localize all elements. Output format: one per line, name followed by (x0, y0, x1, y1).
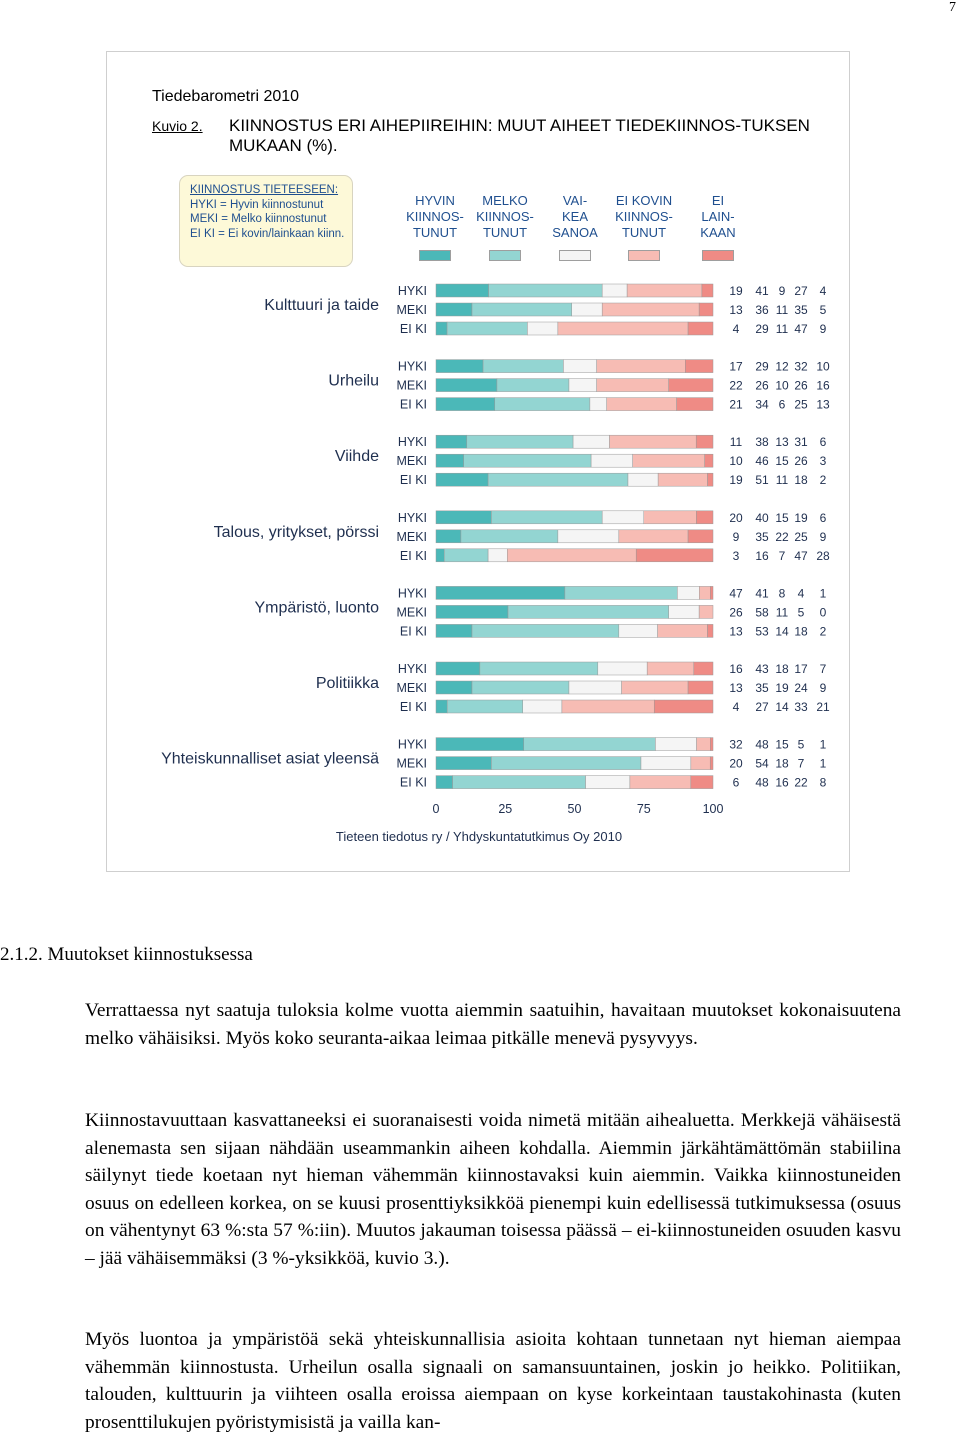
value-label: 43 (755, 662, 769, 676)
row-label: EI KI (399, 322, 427, 336)
value-label: 26 (755, 378, 769, 393)
x-tick-label: 75 (636, 802, 651, 816)
value-label: 13 (729, 681, 743, 695)
bar-segment (622, 681, 688, 694)
bar-segment (464, 454, 591, 467)
value-label: 5 (819, 303, 827, 317)
value-label: 28 (816, 548, 830, 563)
bar-segment (436, 700, 447, 713)
value-label: 8 (819, 775, 827, 790)
body-paragraph: Myös luontoa ja ympäristöä sekä yhteiskunnallisia asioita kohtaan tunnetaan nyt hieman aiempaa vähemmän kiinnostusta. Urheilun osalla signaali on samansuuntainen, joskin jo heikko. Politiikan, talouden, kulttuurin ja viihteen osalla eroissa aiempaan on kyse korkeintaan taustakohinasta (kuten prosenttilukujen pyöristymisistä ja vailla kan- (85, 1329, 901, 1433)
legend-line: MEKI = Melko kiinnostunut (190, 213, 327, 225)
value-label: 16 (775, 775, 789, 790)
bar-segment (705, 454, 713, 467)
value-label: 29 (755, 322, 769, 336)
bar-segment (508, 605, 669, 618)
value-label: 7 (778, 548, 786, 563)
bar-segment (436, 284, 489, 297)
row-label: EI KI (399, 548, 427, 563)
value-label: 33 (794, 700, 808, 714)
row-label: MEKI (396, 681, 427, 695)
value-label: 14 (775, 624, 789, 639)
value-label: 20 (729, 756, 743, 771)
category-header-line: HYVIN (415, 193, 455, 208)
value-label: 1 (819, 586, 827, 601)
value-label: 17 (729, 359, 743, 374)
bar-segment (688, 681, 713, 694)
section-heading: 2.1.2. Muutokset kiinnostuksessa (0, 944, 253, 965)
bar-segment (602, 284, 627, 297)
group-label: Politiikka (315, 675, 379, 692)
bar-segment (590, 398, 607, 411)
bar-segment (569, 681, 622, 694)
value-label: 11 (775, 322, 789, 336)
row-label: MEKI (396, 303, 427, 317)
bar-segment (488, 549, 507, 562)
value-label: 6 (819, 435, 827, 450)
bar-segment (491, 511, 602, 524)
bar-segment (586, 776, 630, 789)
value-label: 4 (819, 284, 827, 298)
value-label: 47 (794, 322, 808, 336)
x-tick-label: 25 (498, 802, 513, 816)
bar-segment (483, 360, 563, 373)
figure-title: KIINNOSTUS ERI AIHEPIIREIHIN: MUUT AIHEET TIEDEKIINNOS-TUKSEN MUKAAN (%). (229, 116, 810, 155)
value-label: 13 (729, 624, 743, 639)
value-label: 13 (775, 435, 789, 450)
value-label: 11 (729, 435, 743, 450)
value-label: 3 (819, 454, 827, 469)
row-label: EI KI (399, 397, 427, 412)
category-header-line: KIINNOS- (615, 209, 673, 224)
bar-segment (436, 738, 524, 751)
bar-segment (677, 398, 713, 411)
bar-segment (436, 776, 453, 789)
bar-segment (628, 473, 658, 486)
bar-segment (527, 322, 557, 335)
category-header-line: MELKO (482, 193, 528, 208)
bar-segment (558, 322, 688, 335)
row-label: HYKI (397, 586, 427, 601)
value-label: 27 (794, 284, 808, 298)
bar-segment (444, 549, 488, 562)
value-label: 19 (729, 284, 743, 298)
bar-segment (691, 776, 713, 789)
row-label: EI KI (399, 775, 427, 790)
bar-segment (641, 757, 691, 770)
bar-segment (669, 605, 699, 618)
value-label: 16 (729, 662, 743, 676)
bar-segment (710, 757, 713, 770)
bar-segment (436, 398, 495, 411)
bar-segment (523, 700, 562, 713)
bar-segment (480, 662, 598, 675)
bar-segment (708, 473, 713, 486)
row-label: HYKI (397, 435, 427, 450)
value-label: 5 (797, 737, 805, 752)
bar-segment (710, 738, 713, 751)
bar-segment (436, 511, 491, 524)
value-label: 6 (819, 510, 827, 525)
value-label: 22 (775, 529, 789, 544)
value-label: 47 (794, 548, 808, 563)
bar-segment (491, 757, 641, 770)
category-header-line: KAAN (700, 225, 736, 240)
bar-segment (619, 530, 688, 543)
value-label: 2 (819, 473, 827, 488)
bar-segment (488, 473, 628, 486)
bar-segment (685, 360, 713, 373)
bar-segment (436, 605, 508, 618)
row-label: MEKI (396, 378, 427, 393)
value-label: 17 (794, 662, 808, 676)
value-label: 38 (755, 435, 769, 450)
value-label: 19 (794, 510, 808, 525)
bar-segment (710, 586, 713, 599)
value-label: 13 (729, 303, 743, 317)
bar-segment (569, 379, 597, 392)
bar-segment (436, 662, 480, 675)
bar-segment (609, 435, 696, 448)
value-label: 18 (794, 624, 808, 639)
bar-segment (563, 360, 596, 373)
value-label: 18 (775, 662, 789, 676)
bar-segment (633, 454, 705, 467)
bar-segment (699, 605, 713, 618)
value-label: 15 (775, 454, 789, 469)
value-label: 35 (794, 303, 808, 317)
category-header-line: TUNUT (621, 225, 667, 240)
bar-segment (447, 700, 523, 713)
value-label: 54 (755, 756, 769, 771)
value-label: 7 (819, 662, 827, 676)
value-label: 22 (794, 775, 808, 790)
x-tick-label: 100 (702, 802, 724, 816)
bar-segment (644, 511, 697, 524)
bar-segment (436, 757, 491, 770)
row-label: HYKI (397, 662, 427, 676)
bar-segment (489, 284, 603, 297)
bar-segment (497, 379, 569, 392)
bar-segment (669, 379, 713, 392)
group-label: Viihde (334, 448, 379, 466)
bar-segment (602, 303, 699, 316)
value-label: 7 (797, 756, 805, 771)
value-label: 9 (819, 681, 827, 695)
value-label: 35 (755, 681, 769, 695)
bar-segment (654, 700, 713, 713)
figure-panel (106, 51, 850, 872)
value-label: 53 (755, 624, 769, 639)
value-label: 32 (794, 359, 808, 374)
group-label: Yhteiskunnalliset asiat yleensä (161, 750, 379, 768)
bar-segment (591, 454, 633, 467)
bar-segment (630, 776, 691, 789)
value-label: 27 (755, 700, 769, 714)
bar-segment (453, 776, 586, 789)
bar-segment (436, 360, 483, 373)
value-label: 8 (778, 586, 786, 601)
bar-segment (436, 454, 464, 467)
value-label: 2 (819, 624, 827, 639)
value-label: 31 (794, 435, 808, 450)
value-label: 4 (732, 322, 740, 336)
bar-segment (707, 624, 713, 637)
category-header-line: KEA (561, 209, 588, 224)
bar-segment (472, 303, 572, 316)
row-label: MEKI (396, 454, 427, 469)
value-label: 32 (729, 737, 743, 752)
bar-segment (619, 624, 658, 637)
value-label: 29 (755, 359, 769, 374)
row-label: MEKI (396, 529, 427, 544)
row-label: MEKI (396, 756, 427, 771)
value-label: 41 (755, 586, 769, 601)
bar-segment (447, 322, 527, 335)
row-label: HYKI (397, 359, 427, 374)
group-label: Talous, yritykset, pörssi (213, 523, 379, 541)
value-label: 51 (755, 473, 769, 488)
value-label: 11 (775, 605, 789, 620)
bar-segment (467, 435, 573, 448)
category-header-line: SANOA (552, 225, 598, 240)
category-header-line: EI (711, 193, 725, 208)
group-label: Ympäristö, luonto (254, 599, 379, 617)
x-tick-label: 0 (432, 802, 440, 816)
bar-segment (436, 379, 497, 392)
bar-segment (436, 322, 447, 335)
value-label: 6 (778, 397, 786, 412)
value-label: 12 (775, 359, 789, 374)
value-label: 13 (816, 397, 830, 412)
page-number: 7 (949, 0, 956, 15)
category-header-line: TUNUT (412, 225, 458, 240)
bar-segment (694, 662, 713, 675)
bar-segment (677, 586, 699, 599)
bar-segment (598, 662, 647, 675)
value-label: 5 (797, 605, 805, 620)
bar-segment (597, 360, 686, 373)
value-label: 9 (778, 284, 786, 298)
bar-segment (658, 473, 707, 486)
value-label: 26 (729, 605, 743, 620)
value-label: 14 (775, 700, 789, 714)
bar-segment (688, 322, 713, 335)
bar-segment (573, 435, 609, 448)
value-label: 47 (729, 586, 743, 601)
category-header-line: TUNUT (482, 225, 528, 240)
bar-segment (597, 379, 669, 392)
value-label: 4 (797, 586, 805, 601)
value-label: 9 (732, 529, 740, 544)
value-label: 26 (794, 378, 808, 393)
bar-segment (627, 284, 702, 297)
value-label: 20 (729, 510, 743, 525)
bar-segment (699, 303, 713, 316)
bar-segment (436, 586, 565, 599)
bar-segment (472, 624, 619, 637)
bar-segment (524, 738, 656, 751)
value-label: 19 (775, 681, 789, 695)
value-label: 4 (732, 700, 740, 714)
row-label: HYKI (397, 284, 427, 298)
value-label: 11 (775, 303, 789, 317)
value-label: 15 (775, 510, 789, 525)
row-label: MEKI (396, 605, 427, 620)
figure-source: Tieteen tiedotus ry / Yhdyskuntatutkimus Oy 2010 (335, 829, 623, 844)
row-label: HYKI (397, 737, 427, 752)
bar-segment (702, 284, 713, 297)
bar-segment (436, 624, 472, 637)
stacked-bar-chart (107, 52, 851, 822)
bar-segment (507, 549, 636, 562)
category-header-line: KIINNOS- (476, 209, 534, 224)
legend-line: HYKI = Hyvin kiinnostunut (190, 198, 324, 211)
category-header-line: EI KOVIN (615, 193, 673, 208)
category-header-line: VAI- (562, 193, 588, 208)
row-label: EI KI (399, 473, 427, 488)
figure-label: Kuvio 2. (152, 118, 203, 134)
value-label: 16 (816, 378, 830, 393)
value-label: 9 (819, 529, 827, 544)
value-label: 11 (775, 473, 789, 488)
value-label: 3 (732, 548, 740, 563)
value-label: 9 (819, 322, 827, 336)
value-label: 21 (729, 397, 743, 412)
value-label: 26 (794, 454, 808, 469)
bar-segment (436, 530, 461, 543)
value-label: 1 (819, 737, 827, 752)
bar-segment (436, 549, 444, 562)
value-label: 58 (755, 605, 769, 620)
value-label: 10 (729, 454, 743, 469)
bar-segment (636, 549, 713, 562)
group-label: Urheilu (328, 372, 379, 390)
bar-segment (658, 624, 708, 637)
bar-segment (436, 473, 488, 486)
group-label: Kulttuuri ja taide (264, 297, 379, 314)
bar-segment (691, 757, 710, 770)
bar-segment (697, 738, 711, 751)
value-label: 18 (775, 756, 789, 771)
value-label: 16 (755, 548, 769, 563)
bar-segment (572, 303, 602, 316)
bar-segment (562, 700, 654, 713)
bar-segment (647, 662, 694, 675)
bar-segment (602, 511, 644, 524)
value-label: 48 (755, 737, 769, 752)
bar-segment (472, 681, 569, 694)
bar-segment (436, 681, 472, 694)
value-label: 21 (816, 700, 830, 714)
value-label: 0 (819, 605, 827, 620)
value-label: 22 (729, 378, 743, 393)
value-label: 46 (755, 454, 769, 469)
bar-segment (655, 738, 696, 751)
bar-segment (688, 530, 713, 543)
value-label: 48 (755, 775, 769, 790)
value-label: 19 (729, 473, 743, 488)
value-label: 34 (755, 397, 769, 412)
category-header-line: KIINNOS- (406, 209, 464, 224)
legend-heading: KIINNOSTUS TIETEESEEN: (190, 184, 339, 196)
bar-segment (696, 435, 713, 448)
value-label: 10 (775, 378, 789, 393)
bar-segment (607, 398, 677, 411)
value-label: 10 (816, 359, 830, 374)
bar-segment (558, 530, 619, 543)
value-label: 35 (755, 529, 769, 544)
bar-segment (696, 511, 713, 524)
value-label: 6 (732, 775, 740, 790)
value-label: 40 (755, 510, 769, 525)
value-label: 24 (794, 681, 808, 695)
row-label: EI KI (399, 700, 427, 714)
value-label: 18 (794, 473, 808, 488)
x-tick-label: 50 (567, 802, 582, 816)
value-label: 15 (775, 737, 789, 752)
value-label: 1 (819, 756, 827, 771)
category-header-line: LAIN- (701, 209, 735, 224)
bar-segment (565, 586, 677, 599)
row-label: HYKI (397, 510, 427, 525)
value-label: 25 (794, 529, 808, 544)
value-label: 36 (755, 303, 769, 317)
figure-kicker: Tiedebarometri 2010 (152, 88, 300, 105)
bar-segment (495, 398, 590, 411)
bar-segment (436, 303, 472, 316)
bar-segment (699, 586, 710, 599)
bar-segment (461, 530, 558, 543)
legend-line: EI KI = Ei kovin/lainkaan kiinn. (190, 227, 345, 240)
row-label: EI KI (399, 624, 427, 639)
body-paragraph: Kiinnostavuuttaan kasvattaneeksi ei suoranaisesti voida nimetä mitään aihealuetta. Merkkejä vähäisestä alenemasta sen sijaan nähdään useammankin aiheen kohdalla. Aiemmin järkähtämättömän stabiilina säilynyt tiede koetaan nyt hieman vähemmän kiinnostavaksi kuin aiemmin. Vaikka kiinnostuneiden osuus on edelleen korkea, on se kuusi prosenttiyksikköä pienempi kuin edellisessä tutkimuksessa (osuus on vähentynyt 63 %:sta 57 %:iin). Muutos jakauman toisessa päässä – ei-kiinnostuneiden osuuden kasvu – jää vähäisemmäksi (3 %-yksikköä, kuvio 3.). (85, 1110, 901, 1269)
value-label: 41 (755, 284, 769, 298)
bar-segment (436, 435, 467, 448)
value-label: 25 (794, 397, 808, 412)
body-paragraph: Verrattaessa nyt saatuja tuloksia kolme vuotta aiemmin saatuihin, havaitaan muutokset kokonaisuutena melko vähäisiksi. Myös koko seuranta-aikaa leimaa pitkälle menevä pysyvyys. (85, 1000, 901, 1049)
